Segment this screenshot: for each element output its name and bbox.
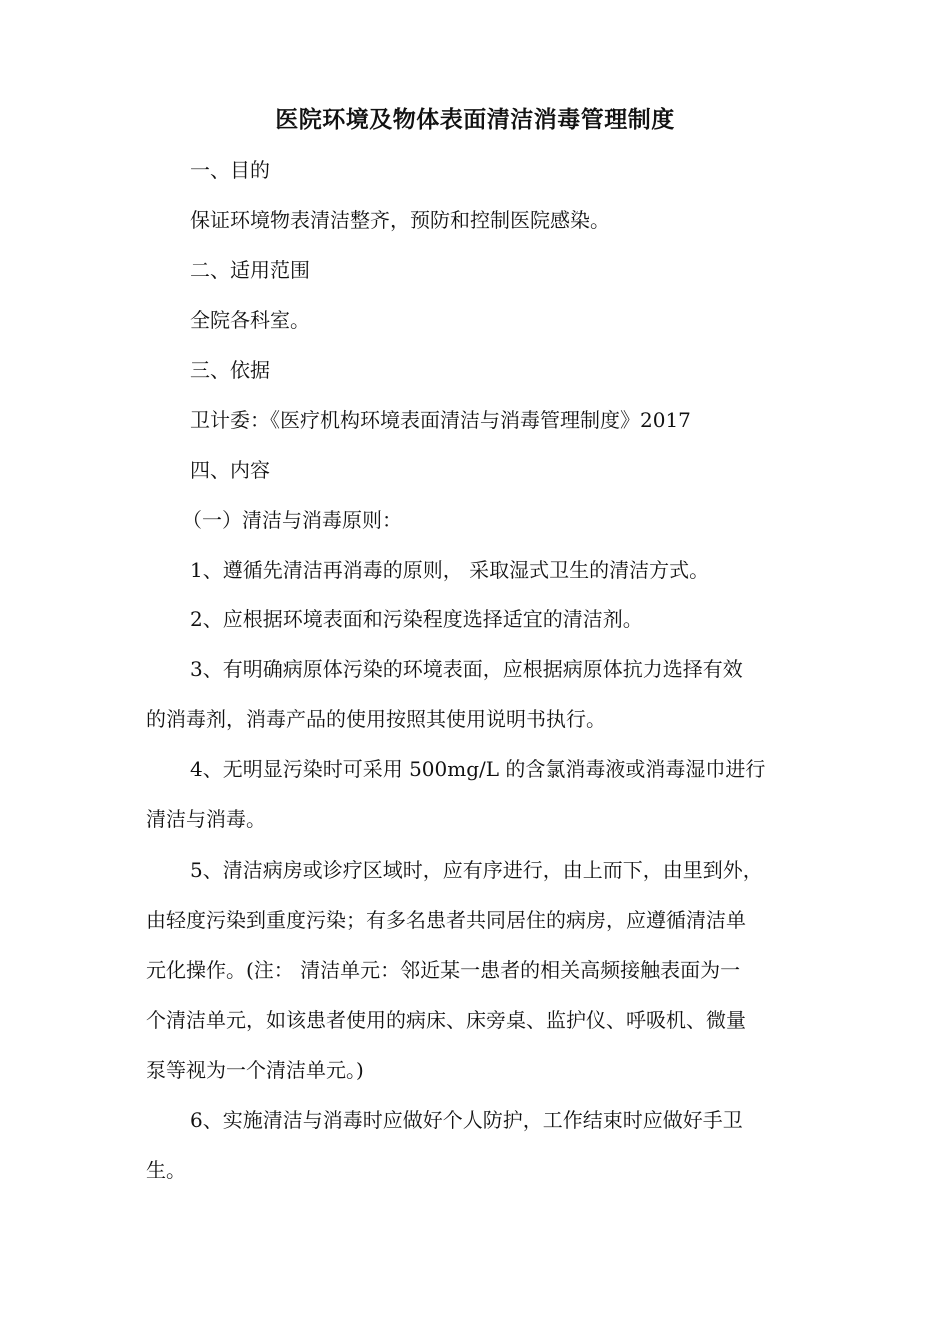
section-heading-basis: 三、依据 [190,358,270,382]
section-heading-purpose: 一、目的 [190,158,270,182]
principle-item-6-line-2: 生。 [146,1158,186,1182]
document-title: 医院环境及物体表面清洁消毒管理制度 [275,106,675,133]
principle-item-4-line-2: 清洁与消毒。 [146,807,266,831]
principle-item-5-line-3: 元化操作。(注： 清洁单元：邻近某一患者的相关高频接触表面为一 [146,958,741,982]
principle-item-6-line-1: 6、实施清洁与消毒时应做好个人防护，工作结束时应做好手卫 [190,1108,743,1132]
principle-item-5-line-4: 个清洁单元，如该患者使用的病床、床旁桌、监护仪、呼吸机、微量 [146,1008,746,1032]
principle-item-1: 1、遵循先清洁再消毒的原则， 采取湿式卫生的清洁方式。 [190,558,710,582]
section-heading-scope: 二、适用范围 [190,258,310,282]
principle-item-4-line-1: 4、无明显污染时可采用 500mg/L 的含氯消毒液或消毒湿巾进行 [190,757,766,781]
principle-item-5-line-1: 5、清洁病房或诊疗区域时，应有序进行，由上而下，由里到外， [190,858,763,882]
principle-item-2: 2、应根据环境表面和污染程度选择适宜的清洁剂。 [190,607,643,631]
principle-item-3-line-1: 3、有明确病原体污染的环境表面，应根据病原体抗力选择有效 [190,657,743,681]
purpose-text: 保证环境物表清洁整齐，预防和控制医院感染。 [190,208,610,232]
principle-item-3-line-2: 的消毒剂，消毒产品的使用按照其使用说明书执行。 [146,707,606,731]
principle-item-5-line-5: 泵等视为一个清洁单元。) [146,1058,364,1082]
section-heading-content: 四、内容 [190,458,270,482]
subsection-heading-principles: （一）清洁与消毒原则： [182,508,402,532]
principle-item-5-line-2: 由轻度污染到重度污染；有多名患者共同居住的病房，应遵循清洁单 [146,908,746,932]
scope-text: 全院各科室。 [190,308,310,332]
basis-text: 卫计委：《医疗机构环境表面清洁与消毒管理制度》2017 [190,408,691,432]
